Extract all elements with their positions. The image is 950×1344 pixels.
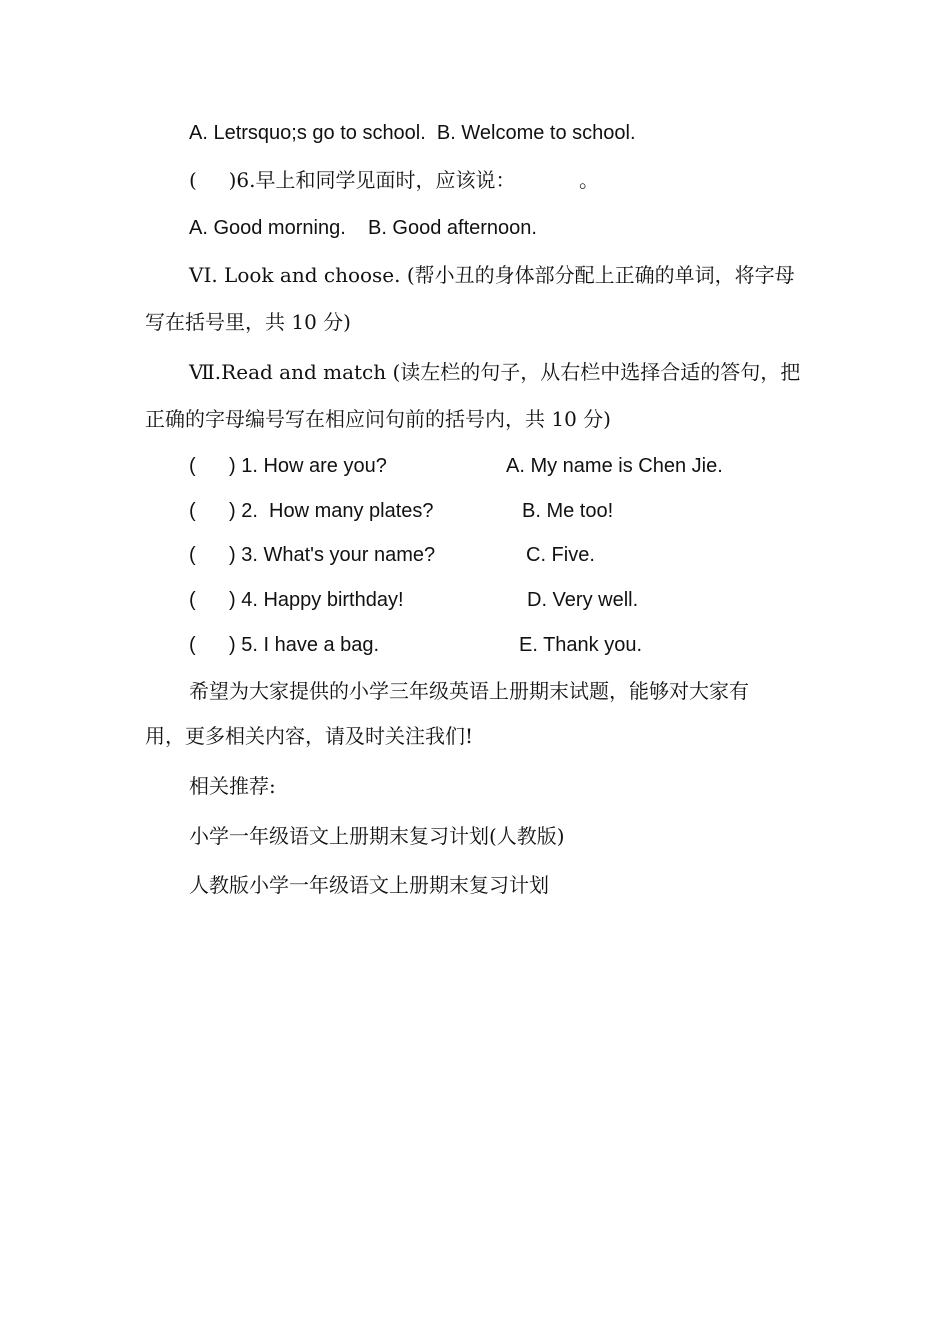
closing-line1: 希望为大家提供的小学三年级英语上册期末试题，能够对大家有: [189, 679, 749, 703]
match-answer-b: B. Me too!: [522, 500, 614, 522]
q6-options: A. Good morning. B. Good afternoon.: [189, 217, 537, 239]
match-answer-a: A. My name is Chen Jie.: [506, 455, 723, 477]
closing-line2: 用，更多相关内容，请及时关注我们!: [145, 724, 474, 748]
match-question-5: ( ) 5. I have a bag.: [189, 634, 380, 656]
related-label: 相关推荐:: [189, 774, 276, 798]
related-link-2[interactable]: 人教版小学一年级语文上册期末复习计划: [189, 873, 549, 897]
related-link-1[interactable]: 小学一年级语文上册期末复习计划(人教版): [189, 824, 565, 848]
section6-title-line1: VI. Look and choose. (帮小丑的身体部分配上正确的单词，将字母: [189, 263, 795, 287]
q6-prompt: ( )6.早上和同学见面时，应该说： 。: [189, 168, 600, 192]
q5-options: A. Letrsquo;s go to school. B. Welcome to school.: [189, 122, 636, 144]
match-question-2: ( ) 2. How many plates?: [189, 500, 434, 522]
match-question-4: ( ) 4. Happy birthday!: [189, 589, 404, 611]
match-question-3: ( ) 3. What's your name?: [189, 544, 436, 566]
match-answer-e: E. Thank you.: [519, 634, 643, 656]
match-answer-d: D. Very well.: [527, 589, 639, 611]
section6-title-line2: 写在括号里，共 10 分): [145, 310, 351, 334]
section7-title-line1: Ⅶ.Read and match (读左栏的句子，从右栏中选择合适的答句，把: [189, 360, 801, 384]
match-question-1: ( ) 1. How are you?: [189, 455, 387, 477]
match-answer-c: C. Five.: [526, 544, 595, 566]
section7-title-line2: 正确的字母编号写在相应问句前的括号内，共 10 分): [145, 407, 611, 431]
